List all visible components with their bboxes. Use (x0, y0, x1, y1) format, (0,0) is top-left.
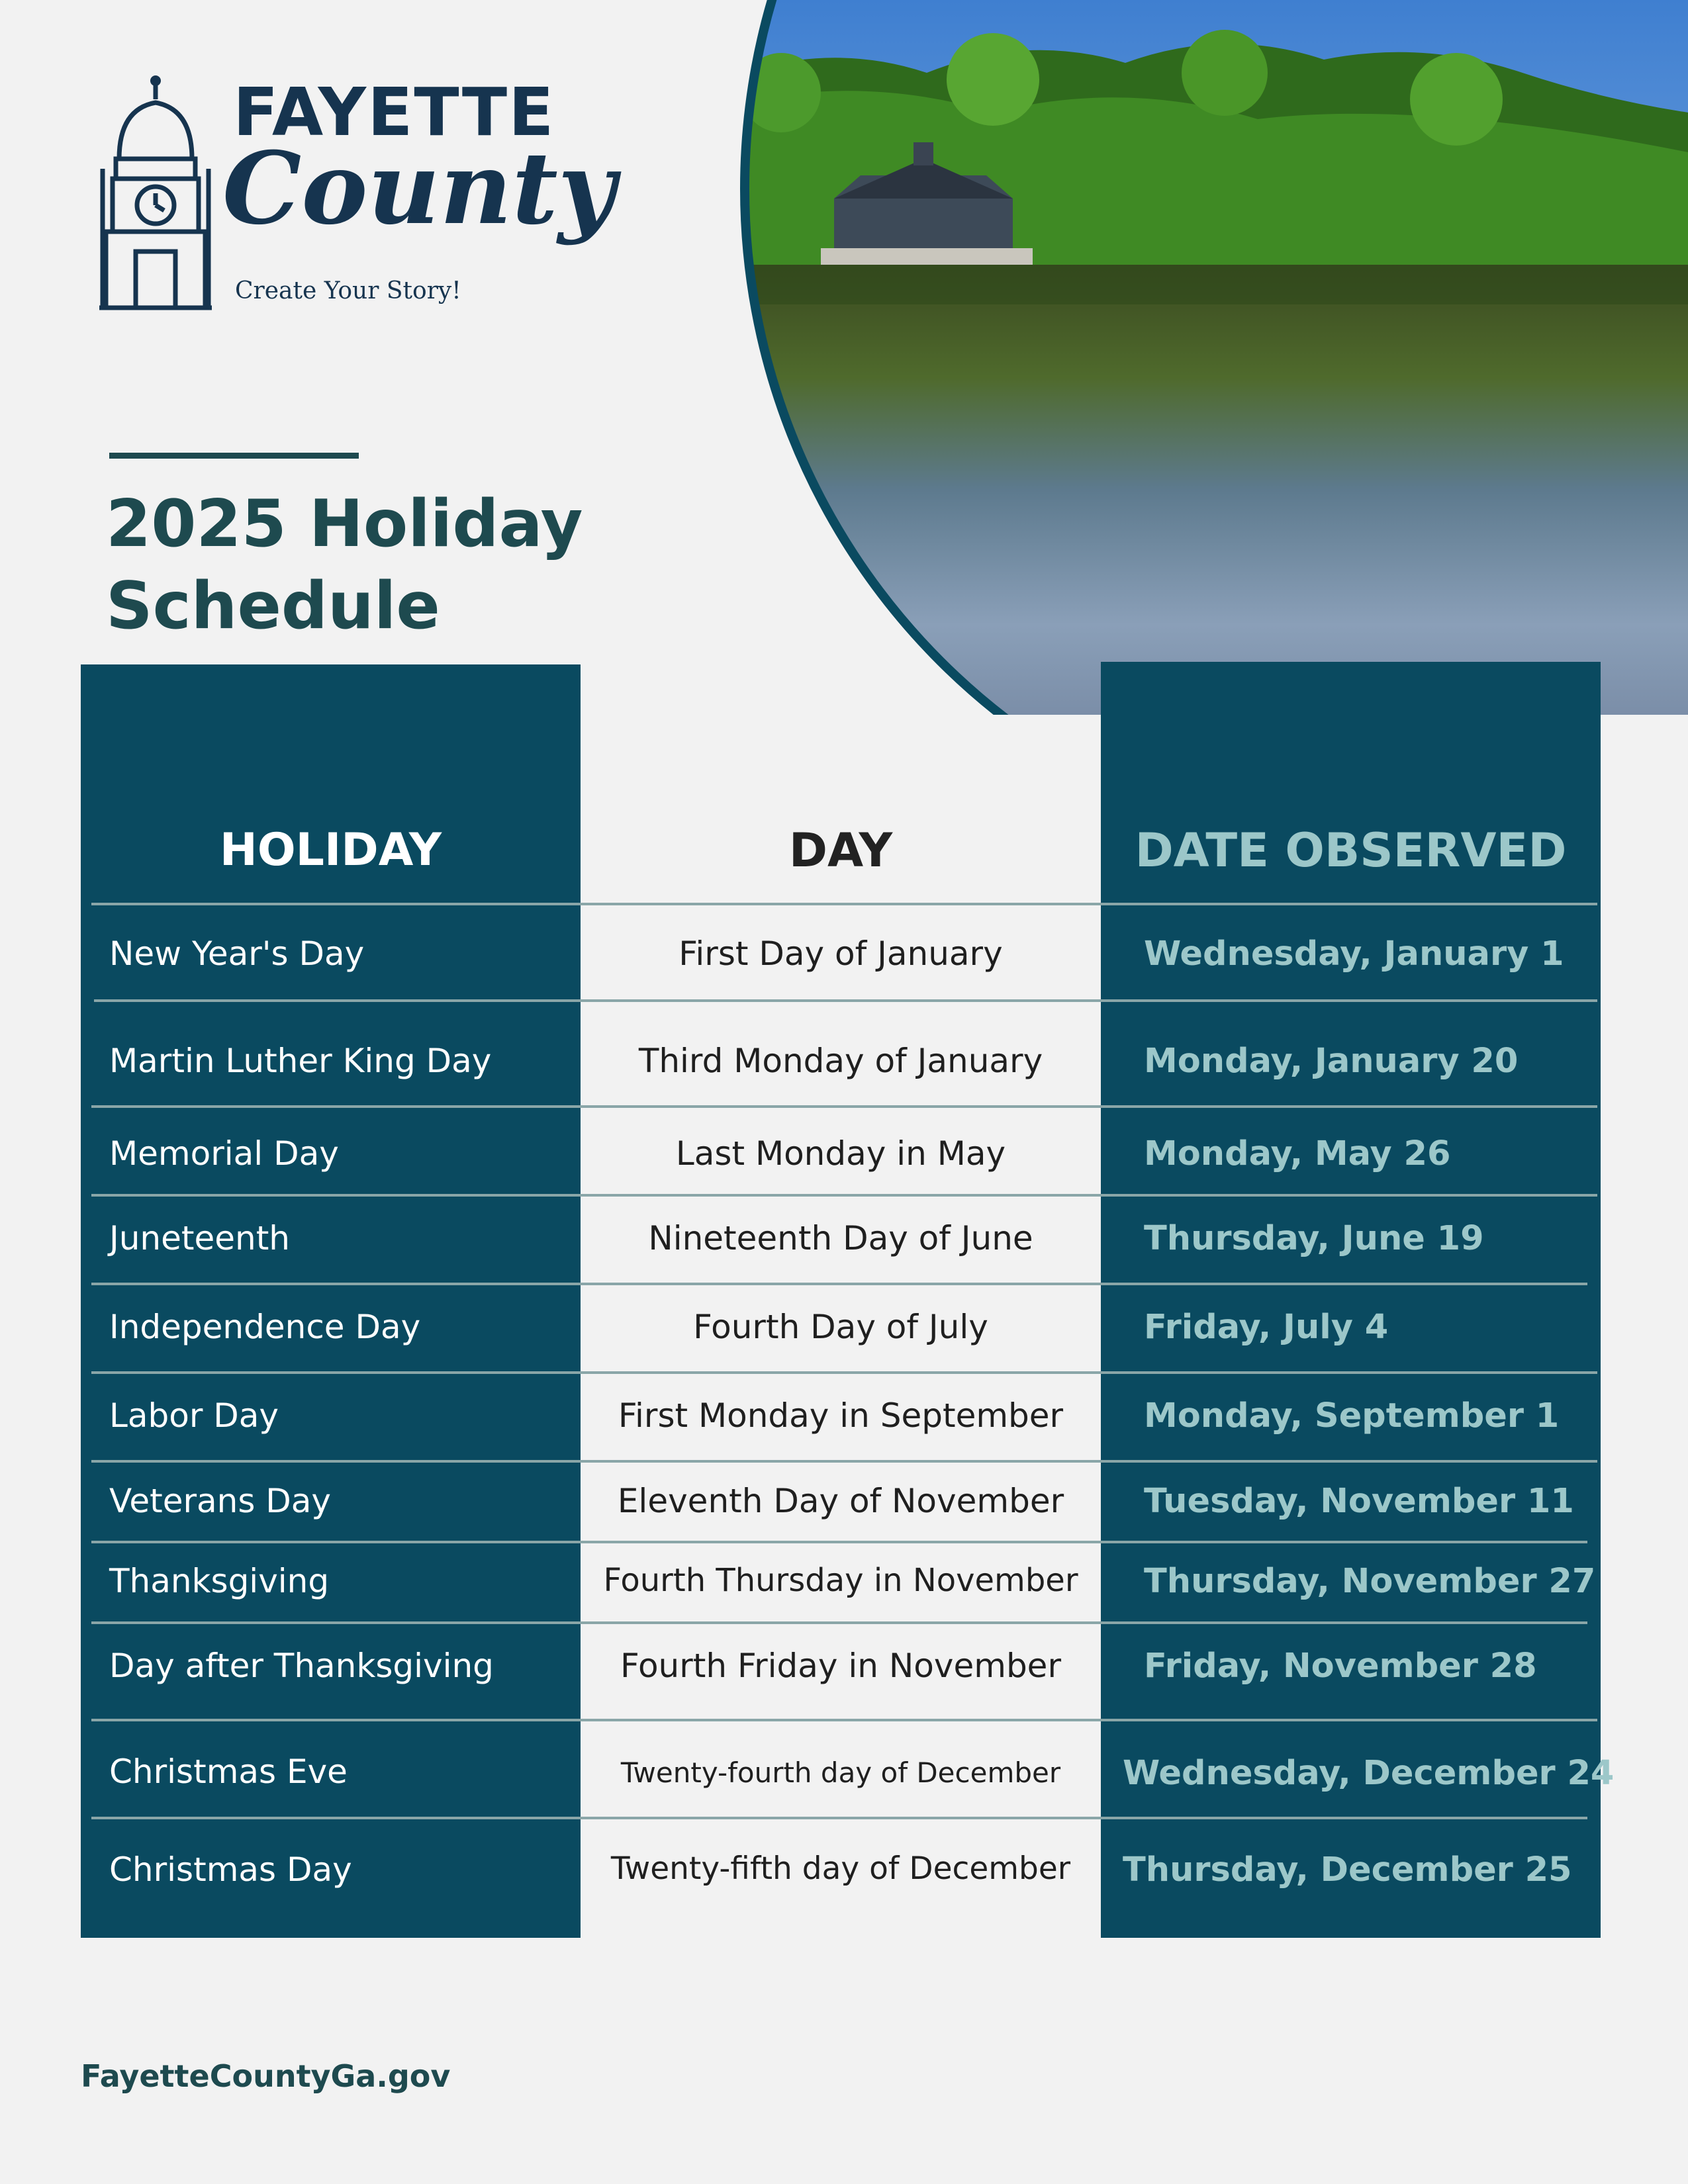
holiday-name: Thanksgiving (109, 1562, 330, 1600)
page-title-line-1: 2025 Holiday (106, 486, 583, 562)
holiday-name: Martin Luther King Day (109, 1042, 492, 1080)
holiday-rule: First Monday in September (618, 1396, 1064, 1435)
holiday-rule: Fourth Day of July (693, 1308, 988, 1346)
date-observed: Wednesday, January 1 (1144, 934, 1564, 974)
holiday-rule: Nineteenth Day of June (648, 1219, 1033, 1257)
row-divider (91, 1817, 1587, 1819)
row-divider (91, 1719, 1597, 1721)
holiday-name: Christmas Day (109, 1850, 352, 1889)
holiday-name: Day after Thanksgiving (109, 1647, 494, 1685)
date-observed: Thursday, November 27 (1144, 1562, 1596, 1601)
row-divider (91, 1621, 1587, 1624)
row-divider (91, 1460, 1597, 1463)
holiday-name: Labor Day (109, 1396, 279, 1435)
holiday-rule: Last Monday in May (675, 1134, 1006, 1173)
holiday-rule: Fourth Thursday in November (603, 1562, 1078, 1599)
row-divider (91, 1194, 1597, 1197)
logo-name-script: County (222, 130, 616, 247)
date-observed: Monday, September 1 (1144, 1396, 1560, 1435)
row-divider (91, 903, 1597, 905)
row-divider (91, 1371, 1597, 1374)
date-observed: Monday, May 26 (1144, 1134, 1451, 1173)
holiday-name: New Year's Day (109, 934, 365, 973)
row-divider (91, 1105, 1597, 1108)
page-title (106, 483, 583, 647)
date-observed: Tuesday, November 11 (1144, 1482, 1574, 1521)
holiday-rule: Third Monday of January (638, 1042, 1043, 1080)
row-divider (91, 1541, 1587, 1543)
holiday-name: Christmas Eve (109, 1752, 348, 1791)
title-rule (109, 453, 359, 459)
holiday-name: Juneteenth (109, 1219, 290, 1257)
holiday-rule: Fourth Friday in November (620, 1647, 1061, 1685)
header-day: DAY (788, 823, 893, 878)
holiday-rule: First Day of January (679, 934, 1003, 973)
holiday-name: Memorial Day (109, 1134, 339, 1173)
holiday-name: Independence Day (109, 1308, 421, 1346)
header-date-observed: DATE OBSERVED (1135, 823, 1567, 878)
row-divider (91, 1283, 1587, 1285)
courthouse-icon (93, 73, 225, 311)
date-observed: Thursday, December 25 (1123, 1850, 1572, 1889)
page-title-line-2: Schedule (106, 569, 440, 644)
date-observed: Thursday, June 19 (1144, 1219, 1484, 1258)
holiday-rule: Eleventh Day of November (617, 1482, 1064, 1520)
footer-website: FayetteCountyGa.gov (81, 2058, 451, 2094)
date-observed: Friday, July 4 (1144, 1308, 1389, 1347)
date-observed: Monday, January 20 (1144, 1042, 1519, 1081)
date-observed: Wednesday, December 24 (1123, 1754, 1615, 1793)
row-divider (94, 999, 1597, 1002)
holiday-name: Veterans Day (109, 1482, 332, 1520)
logo-tagline: Create Your Story! (235, 277, 461, 304)
holiday-rule: Twenty-fourth day of December (620, 1756, 1061, 1789)
logo-name-top: FAYETTE (233, 73, 555, 151)
date-observed: Friday, November 28 (1144, 1647, 1537, 1686)
header-holiday: HOLIDAY (219, 824, 442, 876)
fayette-county-logo (93, 73, 616, 318)
holiday-rule: Twenty-fifth day of December (610, 1850, 1071, 1887)
